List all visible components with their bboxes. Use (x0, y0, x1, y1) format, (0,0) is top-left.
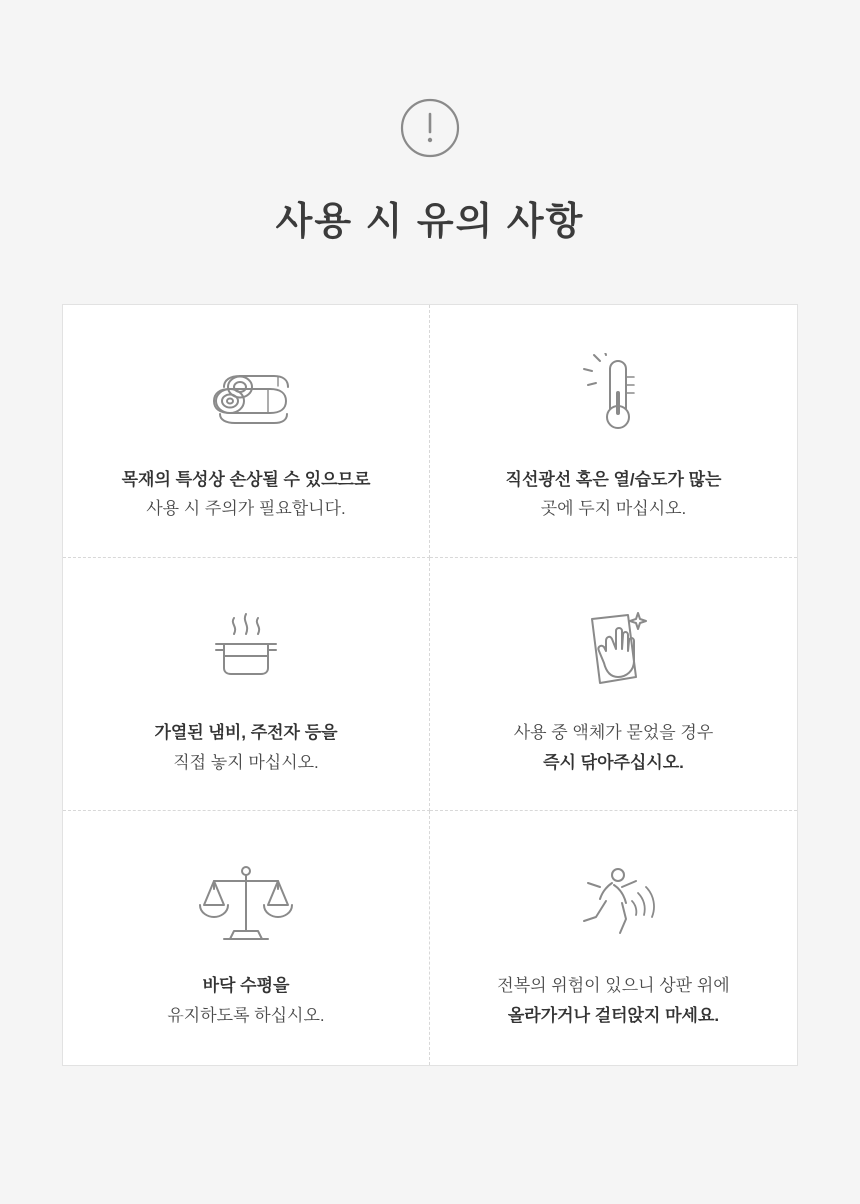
notice-line-2b: 곳에 두지 마십시오. (540, 499, 687, 519)
slip-fall-person-icon (562, 853, 666, 957)
balance-scale-icon (194, 853, 298, 957)
cleaning-cloth-hand-icon (566, 600, 662, 704)
notice-line-4a: 사용 중 액체가 묻었을 경우 (513, 722, 714, 742)
notice-cell-6 (430, 811, 797, 1064)
thermometer-sun-icon (566, 347, 662, 451)
hot-pot-icon (194, 600, 298, 704)
notice-line-1b: 사용 시 주의가 필요합니다. (146, 499, 346, 519)
notice-cell-3 (63, 558, 430, 811)
notice-line-6a: 전복의 위험이 있으니 상판 위에 (497, 976, 730, 996)
notice-line-3a: 가열된 냄비, 주전자 등을 (154, 722, 338, 742)
notice-line-5a: 바닥 수평을 (202, 976, 290, 996)
notice-text-5 (167, 971, 324, 1031)
notice-grid (62, 304, 798, 1066)
notice-cell-2 (430, 305, 797, 558)
notice-cell-5 (63, 811, 430, 1064)
notice-line-1a: 목재의 특성상 손상될 수 있으므로 (121, 469, 371, 489)
wood-logs-icon (194, 347, 298, 451)
notice-text-6 (497, 971, 729, 1031)
notice-line-2a: 직선광선 혹은 열/습도가 많는 (505, 469, 722, 489)
notice-text-2 (506, 465, 722, 525)
notice-line-6b: 올라가거나 걸터앉지 마세요. (507, 1006, 720, 1025)
notice-line-4b: 즉시 닦아주십시오. (543, 752, 684, 772)
notice-line-5b: 유지하도록 하십시오. (167, 1006, 325, 1025)
notice-text-4 (514, 718, 714, 778)
notice-cell-1 (63, 305, 430, 558)
page-title: 사용 시 유의 사항 (275, 201, 585, 243)
notice-text-1 (122, 465, 371, 525)
notice-cell-4 (430, 558, 797, 811)
notice-line-3b: 직접 놓지 마십시오. (173, 752, 319, 772)
exclamation-circle-icon (400, 98, 460, 158)
notice-text-3 (154, 718, 337, 778)
